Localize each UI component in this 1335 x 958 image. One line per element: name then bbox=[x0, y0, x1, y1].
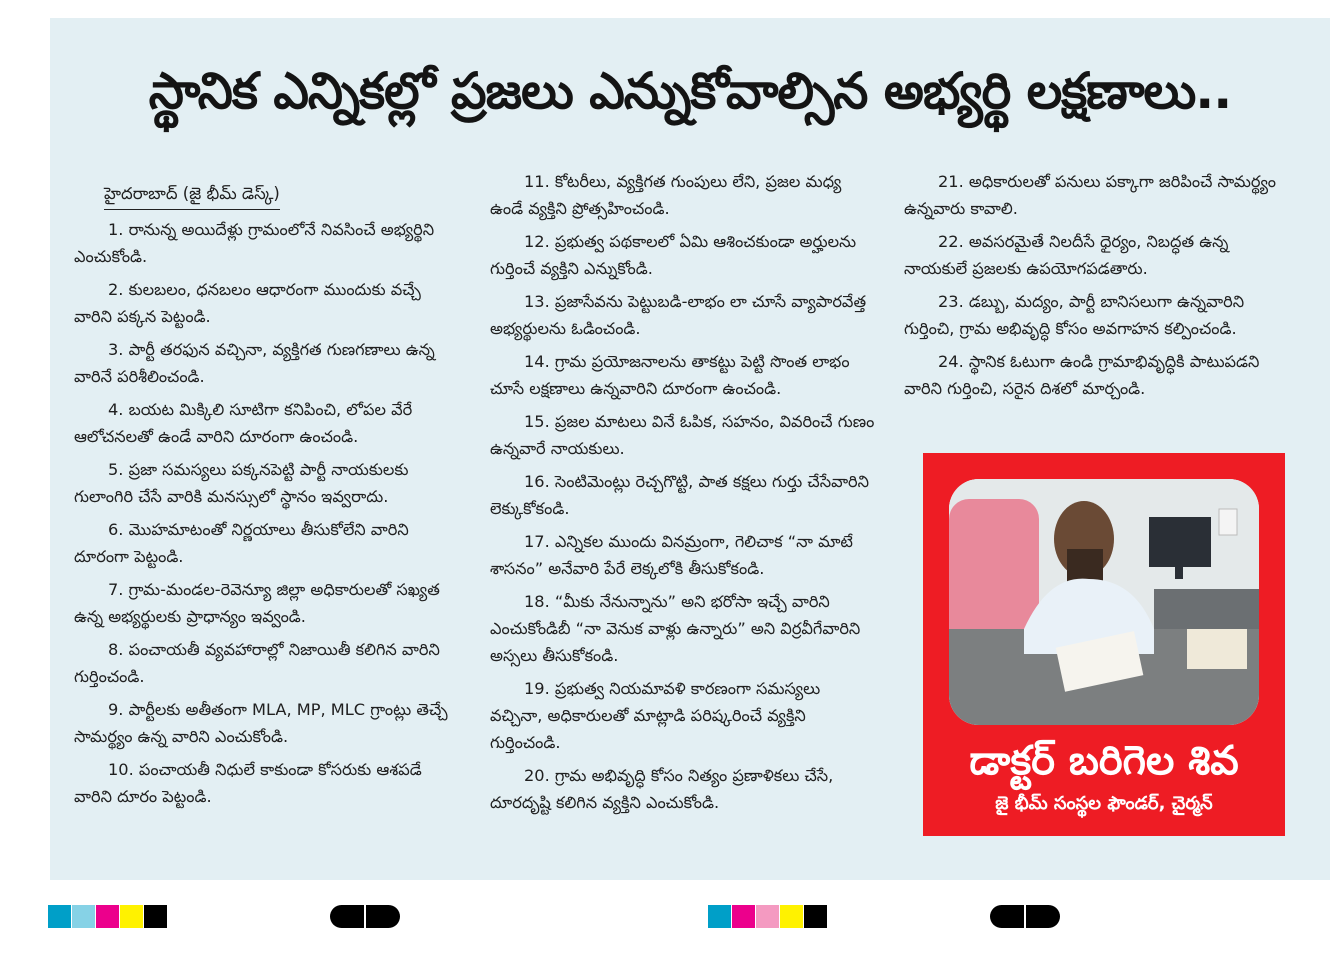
list-item: 12. ప్రభుత్వ పథకాలలో ఏమి ఆశించకుండా అర్హులను గుర్తించే వ్యక్తిని ఎన్నుకోండి. bbox=[490, 232, 857, 278]
list-item: 21. అధికారులతో పనులు పక్కాగా జరిపించే సామర్థ్యం ఉన్నవారు కావాలి. bbox=[904, 172, 1277, 218]
byline: హైదరాబాద్ (జై భీమ్ డెస్క్) bbox=[104, 181, 280, 210]
card-role: జై భీమ్ సంస్థల ఫౌండర్, చైర్మన్ bbox=[995, 793, 1213, 814]
list-item: 23. డబ్బు, మద్యం, పార్టీ బానిసలుగా ఉన్నవారిని గుర్తించి, గ్రామ అభివృద్ధి కోసం అవగాహన కల్పించండి. bbox=[904, 292, 1245, 338]
headline: స్థానిక ఎన్నికల్లో ప్రజలు ఎన్నుకోవాల్సిన అభ్యర్థి లక్షణాలు.. bbox=[148, 62, 1232, 120]
list-item: 18. “మీకు నేనున్నాను” అని భరోసా ఇచ్చే వారిని ఎంచుకోండిబీ “నా వెనుక వాళ్లు ఉన్నారు” అని విర్రవీగేవారిని అస్సలు తీసుకోకండి. bbox=[490, 592, 861, 665]
column-1 bbox=[74, 180, 459, 816]
color-swatch bbox=[72, 905, 95, 928]
list-item: 6. మొహమాటంతో నిర్ణయాలు తీసుకోలేని వారిని దూరంగా పెట్టండి. bbox=[74, 520, 409, 566]
list-item: 11. కోటరీలు, వ్యక్తిగత గుంపులు లేని, ప్రజల మధ్య ఉండే వ్యక్తిని ప్రోత్సహించండి. bbox=[490, 172, 842, 218]
list-item: 24. స్థానిక ఓటుగా ఉండి గ్రామాభివృద్ధికి పాటుపడని వారిని గుర్తించి, సరైన దిశలో మార్చండి. bbox=[904, 352, 1260, 398]
list-item: 17. ఎన్నికల ముందు వినమ్రంగా, గెలిచాక “నా మాటే శాసనం” అనేవారి పేరే లెక్కలోకి తీసుకోకండి. bbox=[490, 532, 853, 578]
list-item: 2. కులబలం, ధనబలం ఆధారంగా ముందుకు వచ్చే వారిని పక్కన పెట్టండి. bbox=[74, 280, 421, 326]
color-swatch bbox=[120, 905, 143, 928]
color-swatch bbox=[804, 905, 827, 928]
card-name: డాక్టర్ బరిగెల శివ bbox=[969, 738, 1239, 784]
color-swatch bbox=[732, 905, 755, 928]
list-item: 1. రానున్న అయిదేళ్లు గ్రామంలోనే నివసించే అభ్యర్థిని ఎంచుకోండి. bbox=[74, 220, 435, 266]
list-item: 13. ప్రజాసేవను పెట్టుబడి-లాభం లా చూసే వ్యాపారవేత్త అభ్యర్థులను ఓడించండి. bbox=[490, 292, 867, 338]
list-item: 3. పార్టీ తరఫున వచ్చినా, వ్యక్తిగత గుణగణాలు ఉన్న వారినే పరిశీలించండి. bbox=[74, 340, 435, 386]
list-item: 9. పార్టీలకు అతీతంగా MLA, MP, MLC గ్రాంట్లు తెచ్చే సామర్థ్యం ఉన్న వారిని ఎంచుకోండి. bbox=[74, 700, 448, 746]
profile-card bbox=[923, 453, 1285, 836]
list-item: 16. సెంటిమెంట్లు రెచ్చగొట్టి, పాత కక్షలు గుర్తు చేసేవారిని లెక్కుకోకండి. bbox=[490, 472, 869, 518]
color-swatch bbox=[708, 905, 731, 928]
list-item: 8. పంచాయతీ వ్యవహారాల్లో నిజాయితీ కలిగిన వారిని గుర్తించండి. bbox=[74, 640, 440, 686]
list-item: 22. అవసరమైతే నిలదీసే ధైర్యం, నిబద్ధత ఉన్న నాయకులే ప్రజలకు ఉపయోగపడతారు. bbox=[904, 232, 1229, 278]
list-item: 10. పంచాయతీ నిధులే కాకుండా కోసరుకు ఆశపడే వారిని దూరం పెట్టండి. bbox=[74, 760, 422, 806]
registration-mark bbox=[330, 905, 400, 928]
list-item: 20. గ్రామ అభివృద్ధి కోసం నిత్యం ప్రణాళికలు చేసే, దూరదృష్టి కలిగిన వ్యక్తిని ఎంచుకోండి. bbox=[490, 766, 834, 812]
column-3 bbox=[904, 168, 1289, 408]
profile-photo bbox=[949, 479, 1259, 725]
color-swatch bbox=[780, 905, 803, 928]
office-photo-illustration bbox=[949, 479, 1259, 725]
color-swatch bbox=[96, 905, 119, 928]
list-item: 7. గ్రామ-మండల-రెవెన్యూ జిల్లా అధికారులతో సఖ్యత ఉన్న అభ్యర్థులకు ప్రాధాన్యం ఇవ్వండి. bbox=[74, 580, 440, 626]
color-swatch bbox=[144, 905, 167, 928]
color-bar-right bbox=[708, 905, 828, 928]
list-item: 15. ప్రజల మాటలు వినే ఓపిక, సహనం, వివరించే గుణం ఉన్నవారే నాయకులు. bbox=[490, 412, 875, 458]
list-item: 19. ప్రభుత్వ నియమావళి కారణంగా సమస్యలు వచ్చినా, అధికారులతో మాట్లాడి పరిష్కరించే వ్యక్తిని గుర్తించండి. bbox=[490, 679, 821, 752]
color-swatch bbox=[48, 905, 71, 928]
color-bar-left bbox=[48, 905, 168, 928]
list-item: 14. గ్రామ ప్రయోజనాలను తాకట్టు పెట్టి సొంత లాభం చూసే లక్షణాలు ఉన్నవారిని దూరంగా ఉంచండి. bbox=[490, 352, 850, 398]
list-item: 5. ప్రజా సమస్యలు పక్కనపెట్టి పార్టీ నాయకులకు గులాంగిరి చేసే వారికి మనస్సులో స్థానం ఇవ్వరాదు. bbox=[74, 460, 409, 506]
color-swatch bbox=[756, 905, 779, 928]
column-2 bbox=[490, 168, 875, 822]
registration-mark bbox=[990, 905, 1060, 928]
article-panel bbox=[50, 18, 1330, 880]
list-item: 4. బయట మిక్కిలి సూటిగా కనిపించి, లోపల వేరే ఆలోచనలతో ఉండే వారిని దూరంగా ఉంచండి. bbox=[74, 400, 413, 446]
